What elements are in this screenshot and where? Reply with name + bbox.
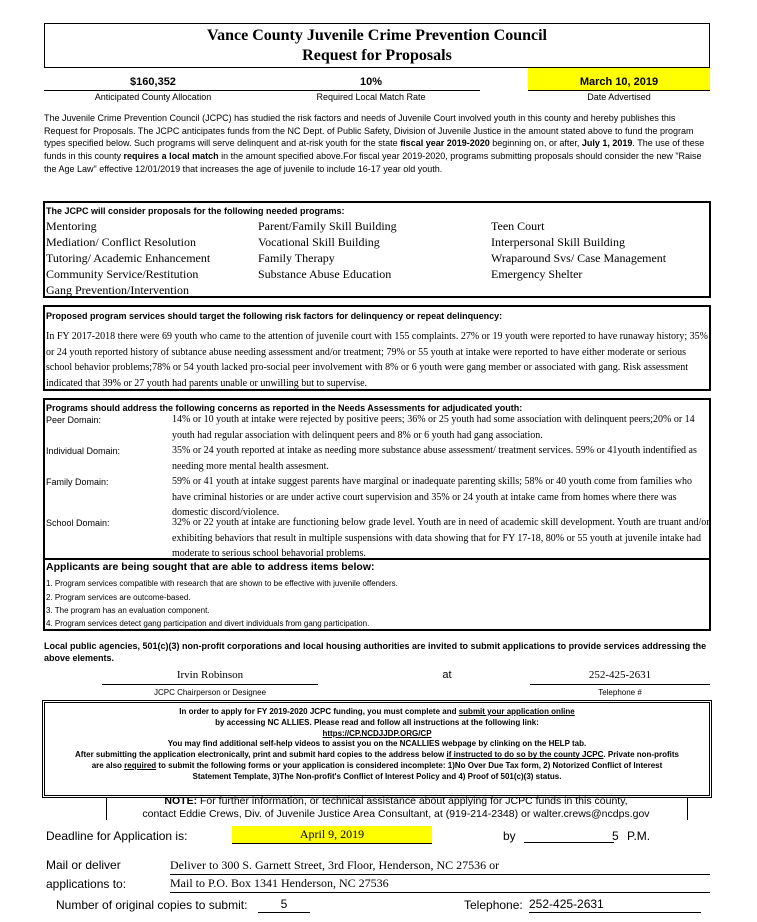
match-label: Required Local Match Rate xyxy=(316,92,426,102)
chairperson-phone: 252-425-2631 xyxy=(530,669,710,685)
program-item: Parent/Family Skill Building xyxy=(258,219,397,233)
program-item: Vocational Skill Building xyxy=(258,235,380,249)
by-label: by xyxy=(503,829,516,843)
allocation-label: Anticipated County Allocation xyxy=(94,92,212,102)
intro-paragraph: The Juvenile Crime Prevention Council (JCPC) has studied the risk factors and needs of Juvenile Court involved youth in this county and hereby publishes this Request for Proposals. The JCPC anticipates funds from the NC Dept. of Public Safety, Division of Juvenile Justice in the amount stated above to fund the program types specified below. Such programs will serve delinquent and at-risk youth for the state fiscal year 2019-2020 beginning on, or after, July 1, 2019. The use of these funds in this county requires a local match in the amount specified above.For fiscal year 2019-2020, programs submitting proposals should consider the new "Raise the Age Law" effective 12/01/2019 that increases the age of juvenile to include 16-17 year old youth. xyxy=(44,113,705,174)
title-line-1: Vance County Juvenile Crime Prevention Council xyxy=(207,27,547,44)
allocation-value: $160,352 xyxy=(44,76,262,91)
risk-text: In FY 2017-2018 there were 69 youth who came to the attention of juvenile court with 155 complaints. 27% or 19 youth were reported to have runaway history; 35% or 24 youth reported history of subtance abuse needing assessment and/or treatment; 79% or 55 youth at intake were reported to have either moderate or serious school behavior problems;78% or 54 youth lacked pro-social peer involvement with 8% or 6 youth were gang member or associated with gang. Risk assessment indicated that 39% or 27 youth had parents unable or unwilling but to supervise. xyxy=(46,331,708,389)
deadline-blank xyxy=(524,842,614,843)
domain-text: 35% or 24 youth reported at intake as needing more substance abuse assessment/ treatment services. 59% or 41youth indentified as needing more mental health assesment. xyxy=(172,445,697,472)
program-item: Community Service/Restitution xyxy=(46,267,199,281)
chairperson-name: Irvin Robinson xyxy=(102,669,318,685)
program-item: Wraparound Svs/ Case Management xyxy=(491,251,667,265)
programs-box xyxy=(43,201,711,298)
program-item: Mediation/ Conflict Resolution xyxy=(46,235,196,249)
applicant-item: 3. The program has an evaluation component. xyxy=(46,606,210,615)
program-item: Emergency Shelter xyxy=(491,267,583,281)
telephone-value: 252-425-2631 xyxy=(529,897,701,913)
notice-text: In order to apply for FY 2019-2020 JCPC funding, you must complete and submit your application online by accessing NC ALLIES. Please read and follow all instructions at the following link: https://CP.NCDJJDP.ORG/CP You may find additional self-help videos to assist you on the NCALLIES webpage by clinking on the HELP tab. After submitting the application electronically, print and submit hard copies to the address below if instructed to do so by the county JCPC. Private non-profits are also required to submit the following forms or your application is considered incomplete: 1)No Over Due Tax form, 2) Notorized Conflict of Interest Statement Template, 3)The Non-profit's Conflict of Interest Policy and 4) Proof of 501(c)(3) status. xyxy=(46,707,708,783)
domain-text: 32% or 22 youth at intake are functioning below grade level. Youth are in need of academic skill development. Youth are truant and/or exhibiting behaviors that result in multiple suspensions with data showing that for FY 17-18, 80% or 55 youth at juvenile intake had moderate to serious school behavorial problems. xyxy=(172,517,710,557)
title-box xyxy=(44,23,710,68)
programs-heading: The JCPC will consider proposals for the following needed programs: xyxy=(46,206,345,216)
match-value: 10% xyxy=(262,76,480,91)
date-value: March 10, 2019 xyxy=(528,76,710,91)
telephone-label: Telephone: xyxy=(464,898,523,912)
at-label: at xyxy=(442,669,452,681)
applicant-item: 1. Program services compatible with research that are shown to be effective with juvenile offenders. xyxy=(46,579,398,588)
applicants-heading: Applicants are being sought that are able to address items below: xyxy=(46,561,375,573)
deadline-pm: P.M. xyxy=(627,829,651,843)
domain-label: Peer Domain: xyxy=(46,415,102,425)
mail-address-2: Mail to P.O. Box 1341 Henderson, NC 27536 xyxy=(170,876,710,893)
program-item: Mentoring xyxy=(46,219,97,233)
risk-heading: Proposed program services should target the following risk factors for delinquency or repeat delinquency: xyxy=(46,311,503,321)
mail-address-1: Deliver to 300 S. Garnett Street, 3rd Floor, Henderson, NC 27536 or xyxy=(170,858,710,875)
program-item: Family Therapy xyxy=(258,251,335,265)
date-label: Date Advertised xyxy=(587,92,651,102)
program-item: Gang Prevention/Intervention xyxy=(46,283,189,297)
mail-label-1: Mail or deliver xyxy=(46,858,121,872)
title-line-2: Request for Proposals xyxy=(302,47,452,64)
risk-box xyxy=(43,305,711,391)
applicant-item: 2. Program services are outcome-based. xyxy=(46,593,191,602)
program-item: Teen Court xyxy=(491,219,545,233)
program-item: Tutoring/ Academic Enhancement xyxy=(46,251,211,265)
applicant-item: 4. Program services detect gang participation and divert individuals from gang participation. xyxy=(46,619,370,628)
program-item: Substance Abuse Education xyxy=(258,267,392,281)
domain-label: Individual Domain: xyxy=(46,446,121,456)
applicants-box xyxy=(43,558,711,631)
deadline-label: Deadline for Application is: xyxy=(46,829,188,843)
domain-text: 59% or 41 youth at intake suggest parents have marginal or inadequate parenting skills; 58% or 40 youth come from families who have criminal histories or are under active court supervision and 35% or 24 youth at intake came from homes where there was domestic discord/violence. xyxy=(172,476,692,518)
domain-text: 14% or 10 youth at intake were rejected by positive peers; 36% or 25 youth had some association with delinquent peers;20% or 14 youth had regular association with delinquent peers and 8% or 6 youth had gang association. xyxy=(172,414,695,441)
invite-text: Local public agencies, 501(c)(3) non-profit corporations and local housing authorities are invited to submit applications to provide services addressing the above elements. xyxy=(44,641,707,663)
note-text: NOTE: For further information, or technical assistance about applying for JCPC funds in this county, contact Eddie Crews, Div. of Juvenile Justice Area Consultant, at (919-214-2348) or walter.crews@ncdps.gov xyxy=(142,795,650,820)
deadline-date: April 9, 2019 xyxy=(232,826,432,844)
phone-label: Telephone # xyxy=(598,688,642,697)
chairperson-label: JCPC Chairperson or Designee xyxy=(153,688,267,697)
allies-link[interactable]: https://CP.NCDJJDP.ORG/CP xyxy=(322,728,432,738)
domain-label: Family Domain: xyxy=(46,477,109,487)
mail-label-2: applications to: xyxy=(46,877,127,891)
domain-label: School Domain: xyxy=(46,518,110,528)
copies-value: 5 xyxy=(258,897,310,913)
needs-heading: Programs should address the following concerns as reported in the Needs Assessments for adjudicated youth: xyxy=(46,403,523,413)
program-item: Interpersonal Skill Building xyxy=(491,235,625,249)
deadline-time: 5 xyxy=(612,829,619,843)
copies-label: Number of original copies to submit: xyxy=(56,898,248,912)
